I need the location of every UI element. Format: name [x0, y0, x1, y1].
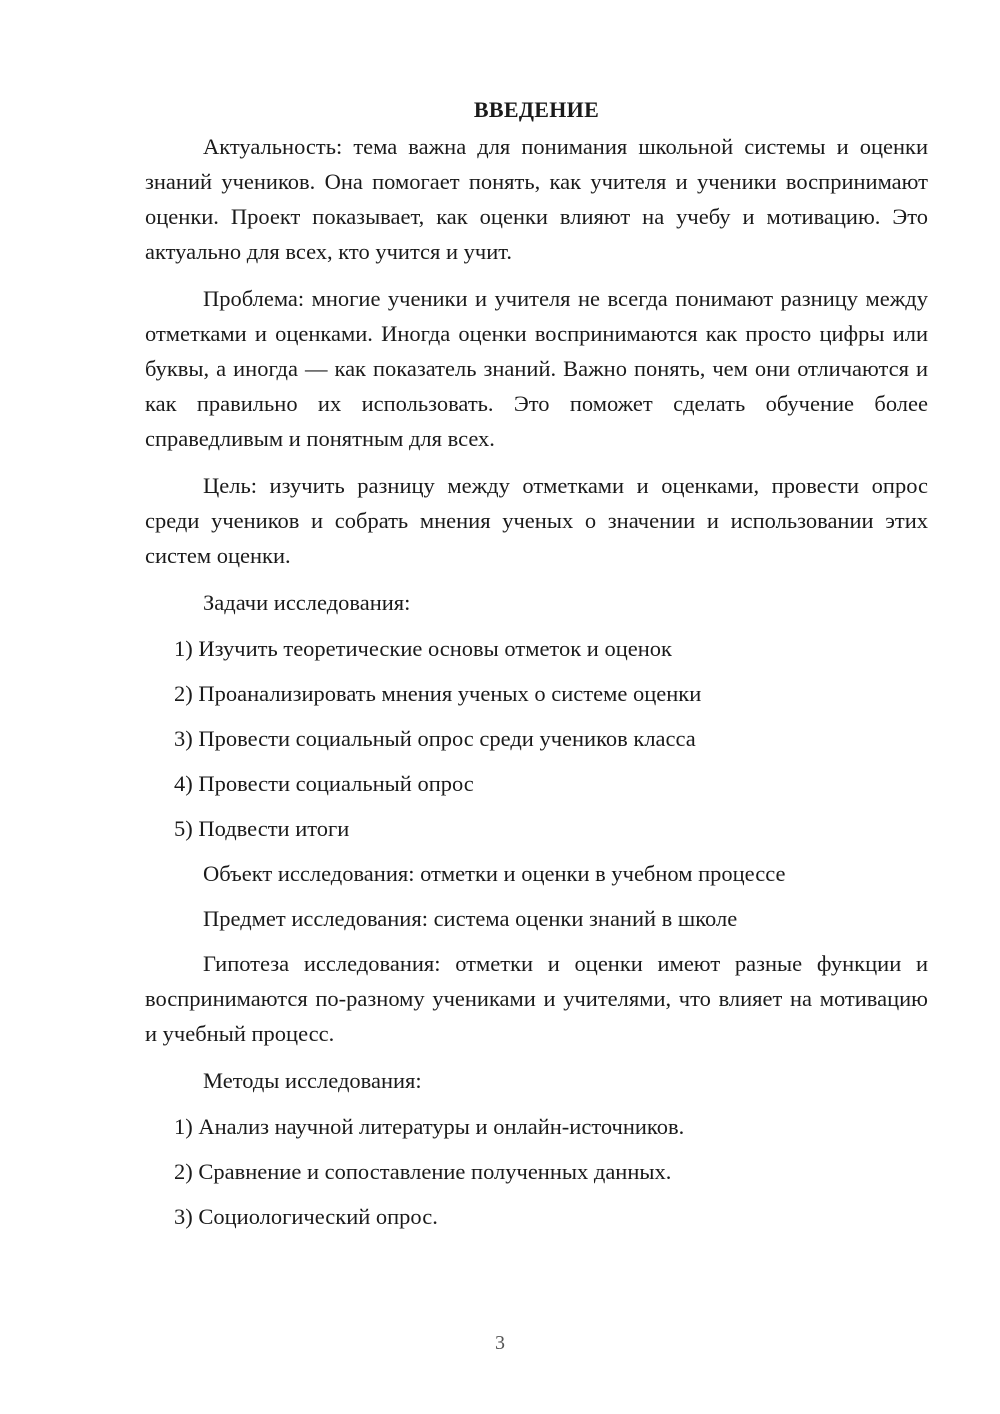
hypothesis-paragraph: Гипотеза исследования: отметки и оценки имеют разные функции и воспринимаются по-разному учениками и учителями, что влияет на мотивацию и учебный процесс.	[145, 951, 928, 1046]
document-page	[145, 92, 928, 1244]
task-item: 2) Проанализировать мнения ученых о системе оценки	[174, 681, 702, 706]
method-item: 3) Социологический опрос.	[174, 1204, 438, 1229]
method-item: 2) Сравнение и сопоставление полученных данных.	[174, 1159, 672, 1184]
section-title: ВВЕДЕНИЕ	[473, 97, 600, 122]
tasks-heading: Задачи исследования:	[203, 590, 411, 615]
task-item: 3) Провести социальный опрос среди учеников класса	[174, 726, 696, 751]
methods-heading: Методы исследования:	[203, 1068, 422, 1093]
task-item: 4) Провести социальный опрос	[174, 771, 474, 796]
goal-paragraph: Цель: изучить разницу между отметками и оценками, провести опрос среди учеников и собрать мнения ученых о значении и использовании этих систем оценки.	[145, 473, 928, 568]
research-object: Объект исследования: отметки и оценки в учебном процессе	[203, 861, 786, 886]
page-number: 3	[495, 1332, 505, 1354]
research-subject: Предмет исследования: система оценки знаний в школе	[203, 906, 738, 931]
task-item: 5) Подвести итоги	[174, 816, 350, 841]
method-item: 1) Анализ научной литературы и онлайн-источников.	[174, 1114, 685, 1139]
problem-paragraph: Проблема: многие ученики и учителя не всегда понимают разницу между отметками и оценками. Иногда оценки воспринимаются как просто цифры или буквы, а иногда — как показатель знаний. Важно понять, чем они отличаются и как правильно их использовать. Это поможет сделать обучение более справедливым и понятным для всех.	[145, 286, 928, 451]
relevance-paragraph: Актуальность: тема важна для понимания школьной системы и оценки знаний учеников. Она помогает понять, как учителя и ученики воспринимают оценки. Проект показывает, как оценки влияют на учебу и мотивацию. Это актуально для всех, кто учится и учит.	[145, 134, 928, 264]
task-item: 1) Изучить теоретические основы отметок и оценок	[174, 636, 672, 661]
